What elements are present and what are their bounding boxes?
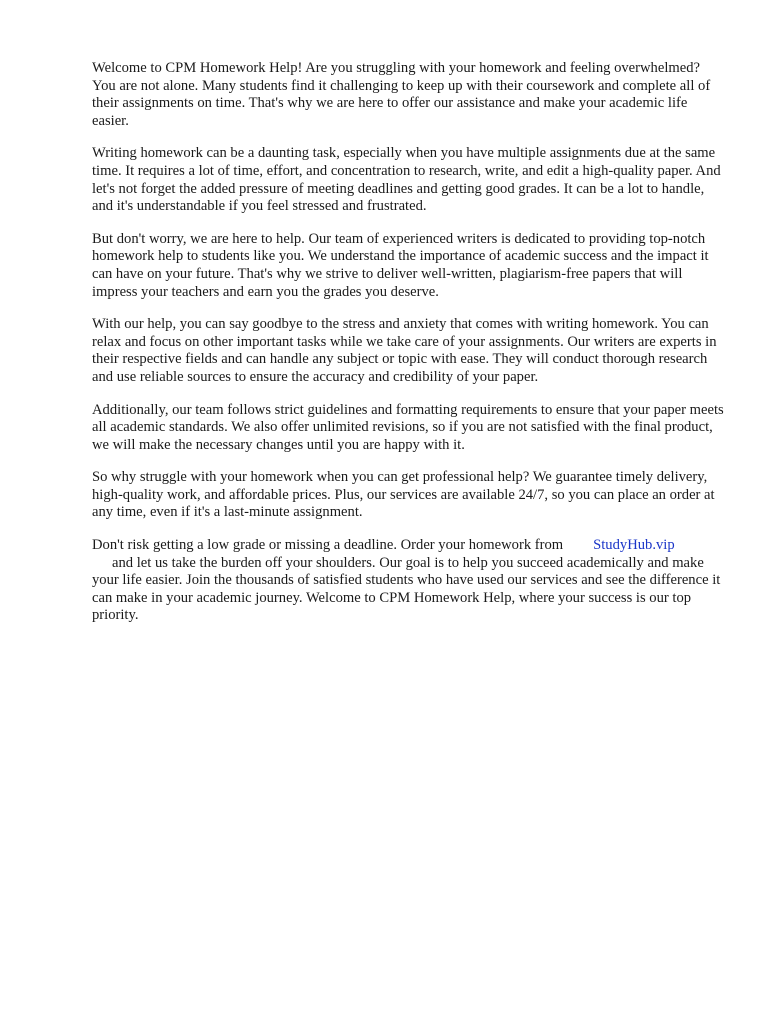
studyhub-link[interactable]: StudyHub.vip xyxy=(593,537,675,554)
paragraph-team: But don't worry, we are here to help. Our team of experienced writers is dedicated to providing top-notch homework help to students like you. We understand the importance of academic success and the impact it can have on your future. That's why we strive to deliver well-written, plagiarism-free papers that will impress your teachers and earn you the grades you deserve. xyxy=(92,230,709,300)
paragraph-help: With our help, you can say goodbye to the stress and anxiety that comes with writing homework. You can relax and focus on other important tasks while we take care of your assignments. Our writers are experts in their respective fields and can handle any subject or topic with ease. They will conduct thorough research and use reliable sources to ensure the accuracy and credibility of your paper. xyxy=(92,316,717,385)
paragraph-why-struggle: So why struggle with your homework when you can get professional help? We guarantee timely delivery, high-quality work, and affordable prices. Plus, our services are available 24/7, so you can place an order at any time, even if it's a last-minute assignment. xyxy=(92,469,715,521)
paragraph-guidelines: Additionally, our team follows strict guidelines and formatting requirements to ensure that your paper meets all academic standards. We also offer unlimited revisions, so if you are not satisfied with the final product, we will make the necessary changes until you are happy with it. xyxy=(92,401,724,453)
final-text-after-link: and let us take the burden off your shoulders. Our goal is to help you succeed academically and make your life easier. Join the thousands of satisfied students who have used our services and see the difference it can make in your academic journey. Welcome to CPM Homework Help, where your success is our top priority. xyxy=(92,554,721,624)
paragraph-writing-homework: Writing homework can be a daunting task, especially when you have multiple assignments due at the same time. It requires a lot of time, effort, and concentration to research, write, and edit a high-quality paper. And let's not forget the added pressure of meeting deadlines and getting good grades. It can be a lot to handle, and it's understandable if you feel stressed and frustrated. xyxy=(92,145,721,215)
document-page xyxy=(92,60,724,640)
paragraph-intro: Welcome to CPM Homework Help! Are you struggling with your homework and feeling overwhelmed? You are not alone. Many students find it challenging to keep up with their coursework and complete all of their assignments on time. That's why we are here to offer our assistance and make your academic life easier. xyxy=(92,60,711,129)
paragraph-final xyxy=(92,537,724,625)
final-text-before-link: Don't risk getting a low grade or missing a deadline. Order your homework from xyxy=(92,537,564,554)
